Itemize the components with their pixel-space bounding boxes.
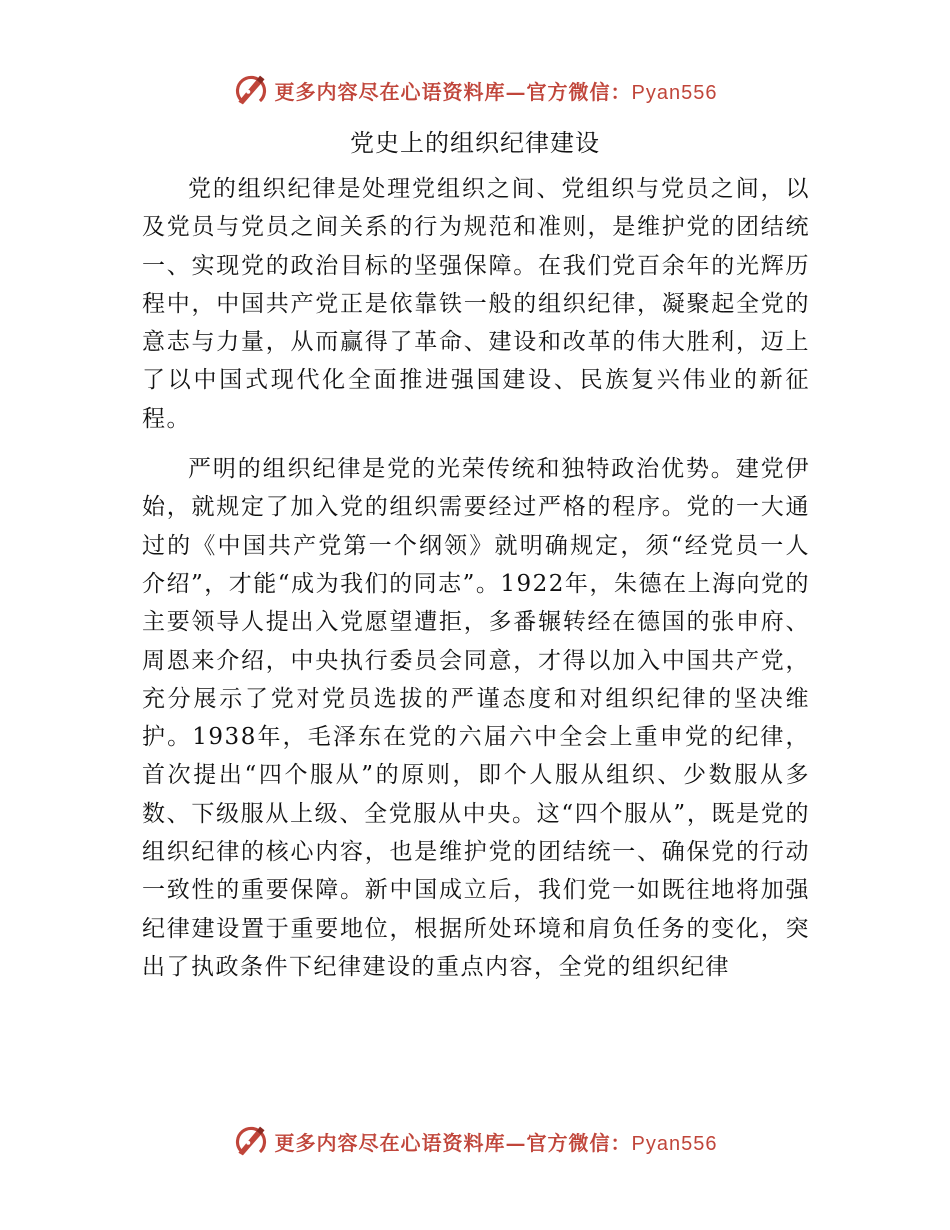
pen-circle-logo-icon [233, 72, 269, 108]
footer-banner[interactable] [0, 1121, 950, 1161]
paragraph-1: 党的组织纪律是处理党组织之间、党组织与党员之间，以及党员与党员之间关系的行为规范和准则，是维护党的团结统一、实现党的政治目标的坚强保障。在我们党百余年的光辉历程中，中国共产党正是依靠铁一般的组织纪律，凝聚起全党的意志与力量，从而赢得了革命、建设和改革的伟大胜利，迈上了以中国式现代化全面推进强国建设、民族复兴伟业的新征程。 [142, 176, 810, 432]
document-body [142, 170, 810, 986]
header-banner-main: 更多内容尽在心语资料库 [274, 79, 506, 104]
document-title: 党史上的组织纪律建设 [350, 129, 600, 157]
footer-banner-text [275, 1127, 718, 1156]
paragraph-2: 严明的组织纪律是党的光荣传统和独特政治优势。建党伊始，就规定了加入党的组织需要经过严格的程序。党的一大通过的《中国共产党第一个纲领》就明确规定，须“经党员一人介绍”，才能“成为我们的同志”。1922年，朱德在上海向党的主要领导人提出入党愿望遭拒，多番辗转经在德国的张申府、周恩来介绍，中央执行委员会同意，才得以加入中国共产党，充分展示了党对党员选拔的严谨态度和对组织纪律的坚决维护。1938年，毛泽东在党的六届六中全会上重申党的纪律，首次提出“四个服从”的原则，即个人服从组织、少数服从多数、下级服从上级、全党服从中央。这“四个服从”，既是党的组织纪律的核心内容，也是维护党的团结统一、确保党的行动一致性的重要保障。新中国成立后，我们党一如既往地将加强纪律建设置于重要地位，根据所处环境和肩负任务的变化，突出了执政条件下纪律建设的重点内容，全党的组织纪律 [142, 456, 810, 980]
footer-banner-sep: — [505, 1130, 527, 1155]
header-banner-text [275, 76, 718, 105]
header-banner[interactable] [0, 70, 950, 110]
header-banner-id: Pyan556 [631, 81, 718, 104]
footer-banner-id: Pyan556 [631, 1132, 718, 1155]
footer-banner-main: 更多内容尽在心语资料库 [274, 1130, 506, 1155]
footer-banner-wechat: 官方微信： [526, 1130, 632, 1155]
pen-circle-logo-icon [233, 1123, 269, 1159]
header-banner-sep: — [505, 79, 527, 104]
header-banner-wechat: 官方微信： [526, 79, 632, 104]
